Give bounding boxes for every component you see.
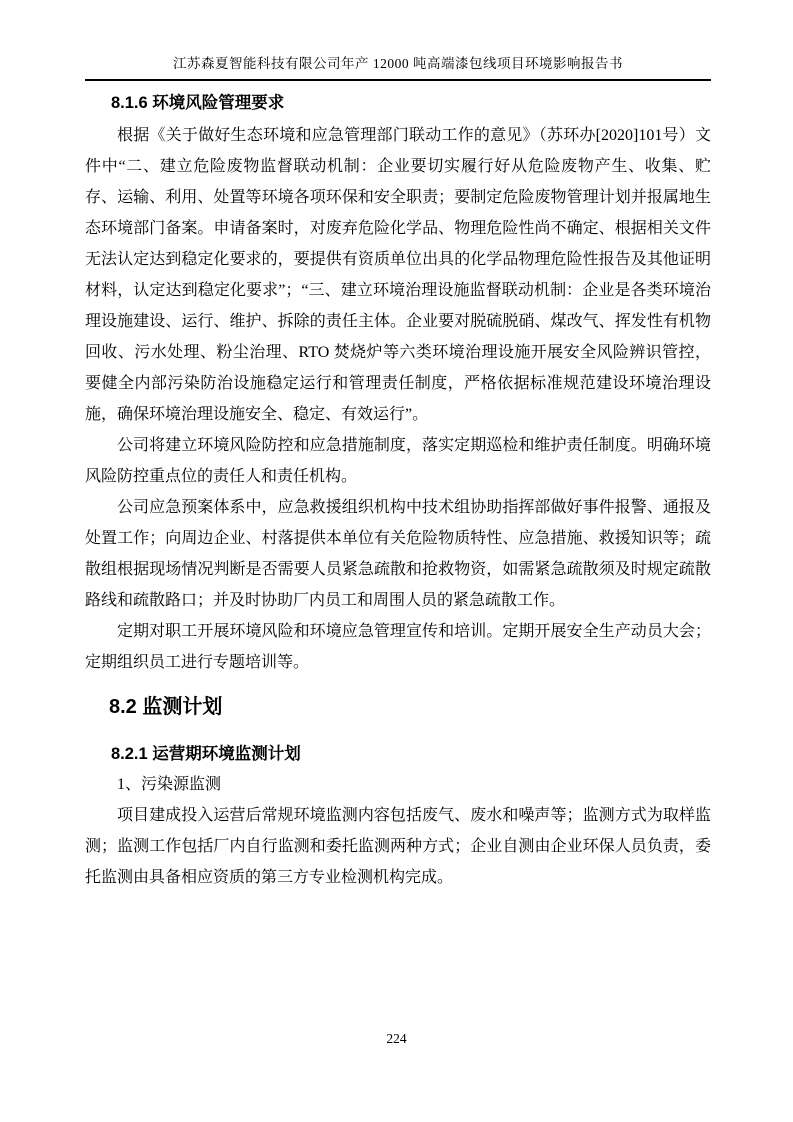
page-content xyxy=(85,0,711,893)
page-number: 224 xyxy=(386,1031,407,1046)
body-paragraph-4: 定期对职工开展环境风险和环境应急管理宣传和培训。定期开展安全生产动员大会；定期组织员工进行专题培训等。 xyxy=(85,623,711,671)
section-heading-8-2-1: 8.2.1 运营期环境监测计划 xyxy=(111,745,301,763)
report-title: 江苏森夏智能科技有限公司年产 12000 吨高端漆包线项目环境影响报告书 xyxy=(173,56,623,71)
page-header xyxy=(85,0,711,81)
section-heading-8-1-6: 8.1.6 环境风险管理要求 xyxy=(111,94,285,112)
body-paragraph-2: 公司将建立环境风险防控和应急措施制度，落实定期巡检和维护责任制度。明确环境风险防控重点位的责任人和责任机构。 xyxy=(85,437,711,485)
list-item-pollution-source-monitoring: 1、污染源监测 xyxy=(117,776,222,793)
body-paragraph-3: 公司应急预案体系中，应急救援组织机构中技术组协助指挥部做好事件报警、通报及处置工作；向周边企业、村落提供本单位有关危险物质特性、应急措施、救援知识等；疏散组根据现场情况判断是否需要人员紧急疏散和抢救物资，如需紧急疏散须及时规定疏散路线和疏散路口；并及时协助厂内员工和周围人员的紧急疏散工作。 xyxy=(85,499,711,609)
body-paragraph-5: 项目建成投入运营后常规环境监测内容包括废气、废水和噪声等；监测方式为取样监测；监测工作包括厂内自行监测和委托监测两种方式；企业自测由企业环保人员负责，委托监测由具备相应资质的第三方专业检测机构完成。 xyxy=(85,807,711,886)
section-heading-8-2: 8.2 监测计划 xyxy=(109,696,223,718)
page-footer xyxy=(0,1030,793,1047)
body-paragraph-1: 根据《关于做好生态环境和应急管理部门联动工作的意见》（苏环办[2020]101号）文件中“二、建立危险废物监督联动机制：企业要切实履行好从危险废物产生、收集、贮存、运输、利用、处置等环境各项环保和安全职责；要制定危险废物管理计划并报属地生态环境部门备案。申请备案时，对废弃危险化学品、物理危险性尚不确定、根据相关文件无法认定达到稳定化要求的，要提供有资质单位出具的化学品物理危险性报告及其他证明材料，认定达到稳定化要求”；“三、建立环境治理设施监督联动机制：企业是各类环境治理设施建设、运行、维护、拆除的责任主体。企业要对脱硫脱硝、煤改气、挥发性有机物回收、污水处理、粉尘治理、RTO 焚烧炉等六类环境治理设施开展安全风险辨识管控，要健全内部污染防治设施稳定运行和管理责任制度，严格依据标准规范建设环境治理设施，确保环境治理设施安全、稳定、有效运行”。 xyxy=(85,127,711,423)
